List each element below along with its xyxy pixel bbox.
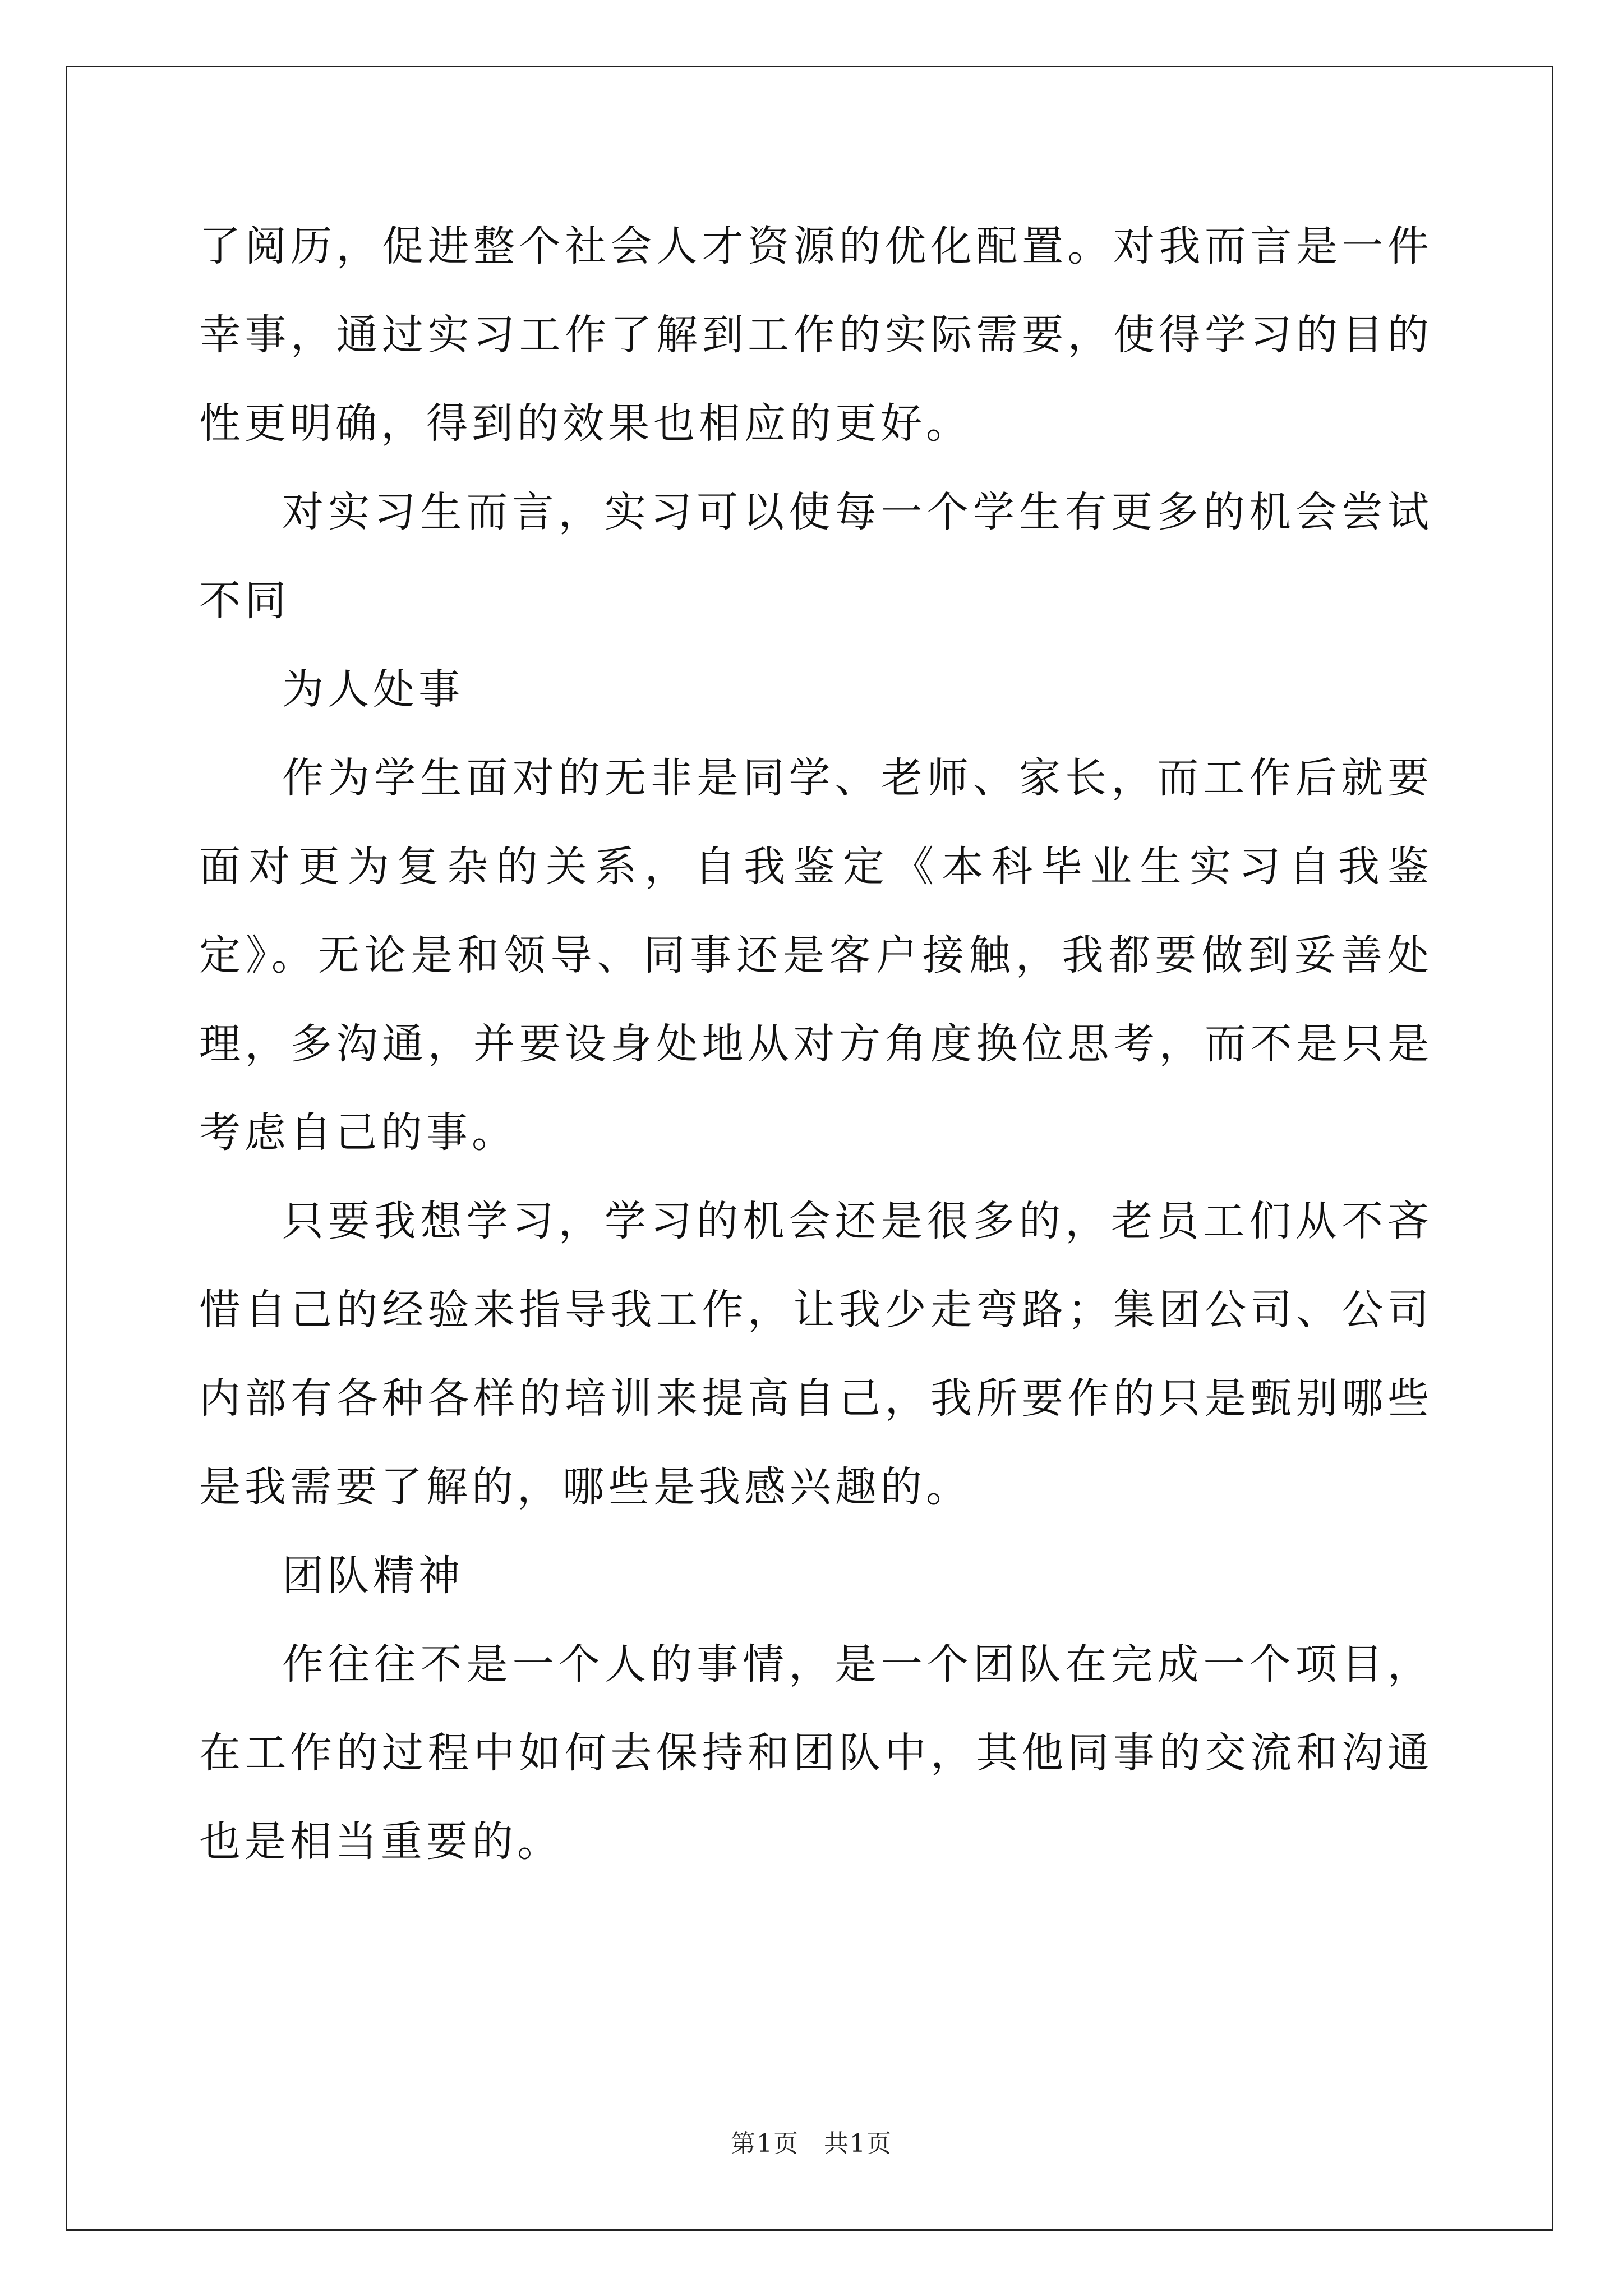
- page-footer: [0, 2123, 1623, 2159]
- page-total: 共1页: [824, 2129, 892, 2158]
- document-body: [199, 202, 1433, 1886]
- paragraph-4: 只要我想学习，学习的机会还是很多的，老员工们从不吝惜自己的经验来指导我工作，让我少走弯路；集团公司、公司内部有各种各样的培训来提高自己，我所要作的只是甄别哪些是我需要了解的，哪些是我感兴趣的。: [199, 1197, 1433, 1511]
- paragraph-5: 作往往不是一个人的事情，是一个团队在完成一个项目，在工作的过程中如何去保持和团队中，其他同事的交流和沟通也是相当重要的。: [199, 1640, 1433, 1866]
- section-heading-teamwork: 团队精神: [282, 1552, 464, 1600]
- page-number: 第1页: [731, 2129, 799, 2158]
- paragraph-1: 了阅历，促进整个社会人才资源的优化配置。对我而言是一件幸事，通过实习工作了解到工作的实际需要，使得学习的目的性更明确，得到的效果也相应的更好。: [199, 222, 1433, 448]
- paragraph-2: 对实习生而言，实习可以使每一个学生有更多的机会尝试不同: [199, 488, 1433, 625]
- section-heading-conduct: 为人处事: [282, 665, 464, 714]
- paragraph-3: 作为学生面对的无非是同学、老师、家长，而工作后就要面对更为复杂的关系，自我鉴定《本科毕业生实习自我鉴定》。无论是和领导、同事还是客户接触，我都要做到妥善处理，多沟通，并要设身处地从对方角度换位思考，而不是只是考虑自己的事。: [199, 754, 1433, 1157]
